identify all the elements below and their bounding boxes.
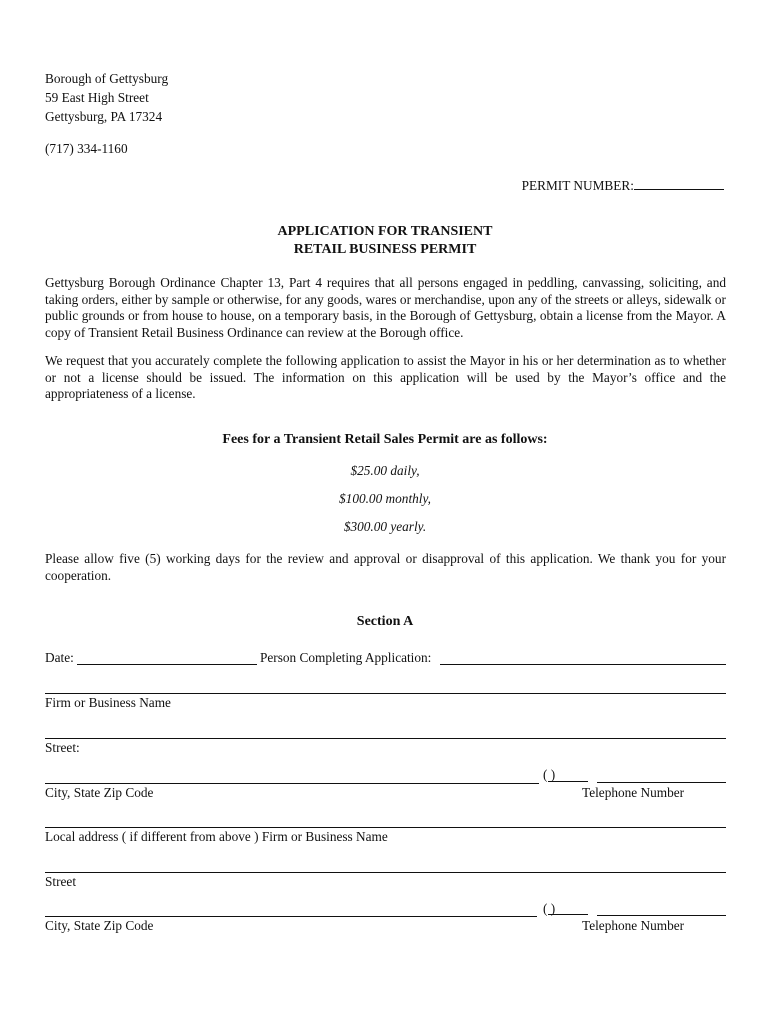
firm-name-label: Firm or Business Name [45, 695, 171, 710]
local-address-label: Local address ( if different from above ) Firm or Business Name [45, 829, 388, 844]
person-label: Person Completing Application: [260, 650, 432, 665]
firm-name-field[interactable] [45, 693, 726, 694]
street-label: Street: [45, 740, 80, 755]
local-street-field[interactable] [45, 872, 726, 873]
local-area-code-field[interactable] [548, 914, 588, 915]
page-title [0, 223, 770, 259]
local-telephone-label: Telephone Number [582, 918, 685, 933]
local-telephone-field[interactable] [597, 915, 726, 916]
city-state-zip: Gettysburg, PA 17324 [45, 109, 163, 124]
phone-area-code: ( ) [543, 767, 556, 782]
city-state-zip-field[interactable] [45, 783, 539, 784]
org-name: Borough of Gettysburg [45, 71, 169, 86]
fee-yearly: $300.00 yearly. [343, 519, 427, 534]
area-code-field[interactable] [548, 781, 588, 782]
street-address: 59 East High Street [45, 90, 149, 105]
fee-monthly: $100.00 monthly, [339, 491, 431, 506]
review-paragraph: Please allow five (5) working days for the review and approval or disapproval of this application. We thank you for your cooperation. [45, 551, 726, 583]
telephone-field[interactable] [597, 782, 726, 783]
telephone-label: Telephone Number [582, 785, 685, 800]
borough-address [45, 69, 168, 126]
ordinance-paragraph: Gettysburg Borough Ordinance Chapter 13, Part 4 requires that all persons engaged in peddling, canvassing, soliciting, and taking orders, either by sample or otherwise, for any goods, wares or merchandise, upon any of the streets or alleys, sidewalk or public grounds or from house to house, on a temporary basis, in the Borough of Gettysburg, obtain a license from the Mayor. A copy of Transient Retail Business Ordinance can review at the Borough office. [45, 275, 726, 340]
permit-number-label: PERMIT NUMBER: [521, 178, 634, 193]
title-line-1: APPLICATION FOR TRANSIENT [277, 224, 493, 239]
local-city-state-zip-label: City, State Zip Code [45, 918, 154, 933]
section-a-heading: Section A [356, 614, 414, 629]
date-person-row [45, 650, 726, 668]
permit-number-blank[interactable] [634, 177, 724, 190]
person-field[interactable] [440, 664, 726, 665]
local-street-label: Street [45, 874, 77, 889]
fees-heading: Fees for a Transient Retail Sales Permit are as follows: [222, 432, 548, 447]
street-field[interactable] [45, 738, 726, 739]
local-phone-area-code: ( ) [543, 901, 556, 916]
city-state-zip-label: City, State Zip Code [45, 785, 154, 800]
permit-number-field [522, 177, 724, 194]
local-address-field[interactable] [45, 827, 726, 828]
local-city-state-zip-field[interactable] [45, 916, 537, 917]
request-paragraph: We request that you accurately complete the following application to assist the Mayor in his or her determination as to whether or not a license should be issued. The information on this application will be used by the Mayor’s office and the appropriateness of a license. [45, 353, 726, 401]
title-line-2: RETAIL BUSINESS PERMIT [293, 242, 477, 257]
fee-daily: $25.00 daily, [350, 463, 420, 478]
borough-phone: (717) 334-1160 [45, 141, 128, 156]
date-field[interactable] [77, 664, 257, 665]
date-label: Date: [45, 650, 74, 665]
